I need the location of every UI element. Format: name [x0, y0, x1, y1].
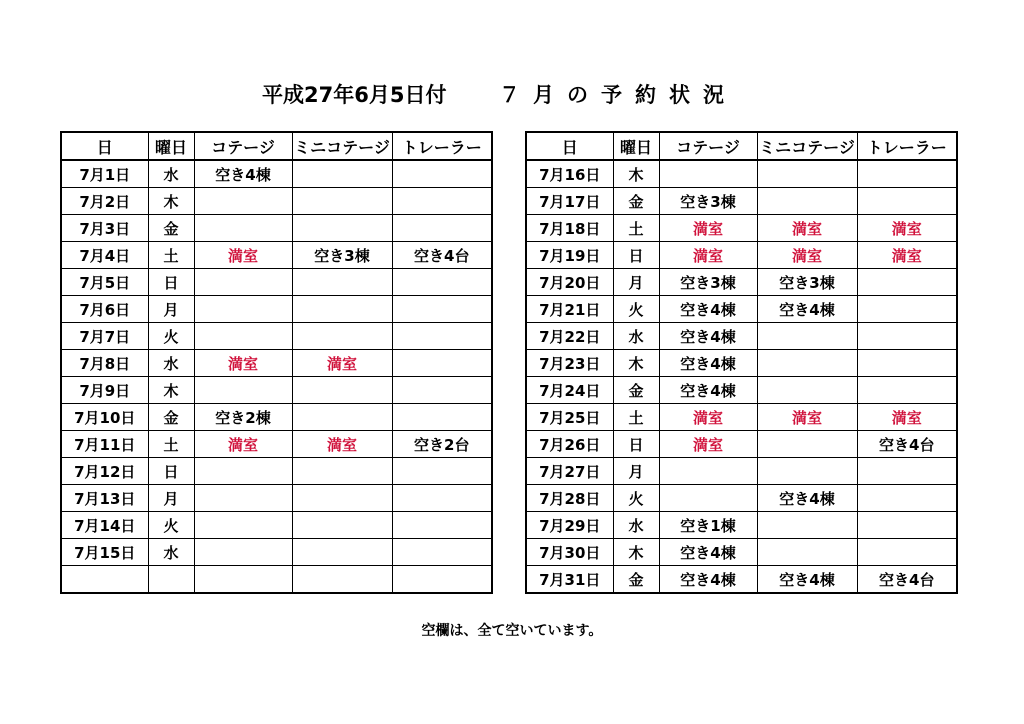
trailer-cell: [857, 458, 957, 485]
mini-cottage-cell: [292, 160, 392, 188]
mini-cottage-cell: 空き4棟: [757, 566, 857, 594]
cottage-cell: [194, 188, 292, 215]
weekday-cell: 金: [148, 215, 194, 242]
mini-cottage-cell: [757, 512, 857, 539]
trailer-cell: 空き4台: [857, 431, 957, 458]
table-row: [526, 242, 957, 269]
table-row: [61, 458, 492, 485]
cottage-cell: 満室: [194, 431, 292, 458]
table-row: [61, 215, 492, 242]
cottage-cell: [194, 512, 292, 539]
mini-cottage-cell: 満室: [757, 215, 857, 242]
trailer-cell: 空き4台: [857, 566, 957, 594]
trailer-cell: [857, 350, 957, 377]
header-trailer: トレーラー: [857, 132, 957, 160]
mini-cottage-cell: 満室: [292, 350, 392, 377]
table-row: [526, 377, 957, 404]
weekday-cell: 日: [613, 242, 659, 269]
reservation-table-right: [525, 131, 958, 594]
trailer-cell: [392, 323, 492, 350]
weekday-cell: 日: [148, 269, 194, 296]
day-cell: 7月22日: [526, 323, 613, 350]
mini-cottage-cell: 満室: [292, 431, 392, 458]
mini-cottage-cell: 空き4棟: [757, 485, 857, 512]
trailer-cell: [392, 539, 492, 566]
cottage-cell: [194, 269, 292, 296]
table-row: [526, 350, 957, 377]
day-cell: 7月30日: [526, 539, 613, 566]
day-cell: 7月16日: [526, 160, 613, 188]
table-row: [526, 323, 957, 350]
cottage-cell: [194, 323, 292, 350]
mini-cottage-cell: 空き3棟: [757, 269, 857, 296]
weekday-cell: 日: [148, 458, 194, 485]
day-cell: 7月31日: [526, 566, 613, 594]
mini-cottage-cell: 満室: [757, 404, 857, 431]
weekday-cell: 月: [148, 485, 194, 512]
cottage-cell: 空き3棟: [659, 188, 757, 215]
cottage-cell: 満室: [194, 350, 292, 377]
weekday-cell: [148, 566, 194, 594]
table-row: [526, 404, 957, 431]
header-weekday: 曜日: [613, 132, 659, 160]
weekday-cell: 金: [613, 188, 659, 215]
table-row: [526, 539, 957, 566]
weekday-cell: 金: [613, 377, 659, 404]
weekday-cell: 月: [613, 458, 659, 485]
table-header-row: [526, 132, 957, 160]
day-cell: 7月28日: [526, 485, 613, 512]
table-row: [526, 269, 957, 296]
weekday-cell: 木: [613, 160, 659, 188]
weekday-cell: 日: [613, 431, 659, 458]
day-cell: 7月20日: [526, 269, 613, 296]
cottage-cell: 空き4棟: [659, 377, 757, 404]
table-row: [526, 296, 957, 323]
mini-cottage-cell: [292, 512, 392, 539]
mini-cottage-cell: [757, 323, 857, 350]
mini-cottage-cell: [757, 377, 857, 404]
trailer-cell: [392, 377, 492, 404]
trailer-cell: [857, 296, 957, 323]
cottage-cell: [194, 458, 292, 485]
trailer-cell: [392, 458, 492, 485]
day-cell: 7月29日: [526, 512, 613, 539]
cottage-cell: 満室: [194, 242, 292, 269]
cottage-cell: 空き3棟: [659, 269, 757, 296]
weekday-cell: 月: [613, 269, 659, 296]
table-row: [526, 485, 957, 512]
footnote: 空欄は、全て空いています。: [421, 623, 603, 639]
weekday-cell: 水: [613, 512, 659, 539]
table-row: [526, 512, 957, 539]
weekday-cell: 月: [148, 296, 194, 323]
weekday-cell: 金: [613, 566, 659, 594]
cottage-cell: [659, 160, 757, 188]
day-cell: 7月19日: [526, 242, 613, 269]
title-heading: ７月の予約状況: [499, 83, 737, 107]
cottage-cell: 空き4棟: [194, 160, 292, 188]
mini-cottage-cell: [292, 404, 392, 431]
weekday-cell: 水: [148, 160, 194, 188]
mini-cottage-cell: [292, 296, 392, 323]
table-row: [61, 242, 492, 269]
table-row: [61, 539, 492, 566]
cottage-cell: [194, 215, 292, 242]
mini-cottage-cell: [292, 539, 392, 566]
day-cell: 7月14日: [61, 512, 148, 539]
day-cell: 7月4日: [61, 242, 148, 269]
trailer-cell: [392, 269, 492, 296]
trailer-cell: [392, 350, 492, 377]
trailer-cell: [857, 188, 957, 215]
cottage-cell: [659, 485, 757, 512]
page-title: [0, 79, 1024, 109]
day-cell: 7月23日: [526, 350, 613, 377]
day-cell: 7月24日: [526, 377, 613, 404]
mini-cottage-cell: [292, 215, 392, 242]
reservation-table-left: [60, 131, 493, 594]
weekday-cell: 木: [613, 350, 659, 377]
header-mini-cottage: ミニコテージ: [757, 132, 857, 160]
day-cell: 7月6日: [61, 296, 148, 323]
day-cell: 7月13日: [61, 485, 148, 512]
table-row: [61, 323, 492, 350]
cottage-cell: [194, 296, 292, 323]
mini-cottage-cell: [292, 458, 392, 485]
day-cell: 7月25日: [526, 404, 613, 431]
weekday-cell: 土: [613, 215, 659, 242]
cottage-cell: 空き2棟: [194, 404, 292, 431]
trailer-cell: [392, 485, 492, 512]
day-cell: 7月18日: [526, 215, 613, 242]
trailer-cell: [857, 377, 957, 404]
table-row: [61, 431, 492, 458]
mini-cottage-cell: [757, 539, 857, 566]
day-cell: 7月9日: [61, 377, 148, 404]
cottage-cell: 満室: [659, 215, 757, 242]
cottage-cell: 満室: [659, 431, 757, 458]
mini-cottage-cell: [757, 350, 857, 377]
cottage-cell: 空き4棟: [659, 296, 757, 323]
table-row: [526, 566, 957, 594]
table-header-row: [61, 132, 492, 160]
table-row: [61, 512, 492, 539]
mini-cottage-cell: [757, 431, 857, 458]
trailer-cell: [857, 485, 957, 512]
table-row: [61, 160, 492, 188]
weekday-cell: 木: [148, 377, 194, 404]
cottage-cell: [194, 485, 292, 512]
table-row: [526, 160, 957, 188]
mini-cottage-cell: [292, 485, 392, 512]
weekday-cell: 土: [148, 431, 194, 458]
cottage-cell: 空き4棟: [659, 566, 757, 594]
weekday-cell: 木: [148, 188, 194, 215]
day-cell: 7月2日: [61, 188, 148, 215]
cottage-cell: [194, 539, 292, 566]
day-cell: 7月3日: [61, 215, 148, 242]
day-cell: [61, 566, 148, 594]
trailer-cell: [392, 188, 492, 215]
trailer-cell: [857, 512, 957, 539]
weekday-cell: 火: [613, 296, 659, 323]
day-cell: 7月26日: [526, 431, 613, 458]
mini-cottage-cell: [292, 566, 392, 594]
trailer-cell: 満室: [857, 215, 957, 242]
table-row: [61, 350, 492, 377]
cottage-cell: 空き1棟: [659, 512, 757, 539]
trailer-cell: [392, 512, 492, 539]
day-cell: 7月15日: [61, 539, 148, 566]
table-row: [526, 458, 957, 485]
header-day: 日: [61, 132, 148, 160]
mini-cottage-cell: 空き3棟: [292, 242, 392, 269]
header-weekday: 曜日: [148, 132, 194, 160]
weekday-cell: 土: [148, 242, 194, 269]
cottage-cell: 満室: [659, 242, 757, 269]
trailer-cell: [392, 296, 492, 323]
trailer-cell: [857, 160, 957, 188]
trailer-cell: [392, 566, 492, 594]
cottage-cell: 空き4棟: [659, 350, 757, 377]
mini-cottage-cell: 空き4棟: [757, 296, 857, 323]
mini-cottage-cell: [757, 188, 857, 215]
weekday-cell: 木: [613, 539, 659, 566]
table-row: [526, 215, 957, 242]
trailer-cell: [392, 404, 492, 431]
header-trailer: トレーラー: [392, 132, 492, 160]
weekday-cell: 火: [613, 485, 659, 512]
header-cottage: コテージ: [194, 132, 292, 160]
mini-cottage-cell: [292, 377, 392, 404]
table-row: [61, 296, 492, 323]
trailer-cell: 空き4台: [392, 242, 492, 269]
trailer-cell: 満室: [857, 404, 957, 431]
cottage-cell: [194, 377, 292, 404]
day-cell: 7月1日: [61, 160, 148, 188]
mini-cottage-cell: [292, 323, 392, 350]
weekday-cell: 火: [148, 323, 194, 350]
day-cell: 7月7日: [61, 323, 148, 350]
mini-cottage-cell: 満室: [757, 242, 857, 269]
cottage-cell: 満室: [659, 404, 757, 431]
day-cell: 7月27日: [526, 458, 613, 485]
day-cell: 7月17日: [526, 188, 613, 215]
cottage-cell: [194, 566, 292, 594]
trailer-cell: 空き2台: [392, 431, 492, 458]
table-row: [61, 566, 492, 594]
header-cottage: コテージ: [659, 132, 757, 160]
header-mini-cottage: ミニコテージ: [292, 132, 392, 160]
table-row: [61, 269, 492, 296]
day-cell: 7月11日: [61, 431, 148, 458]
table-row: [61, 377, 492, 404]
header-day: 日: [526, 132, 613, 160]
table-row: [526, 431, 957, 458]
weekday-cell: 水: [148, 539, 194, 566]
trailer-cell: 満室: [857, 242, 957, 269]
day-cell: 7月12日: [61, 458, 148, 485]
cottage-cell: 空き4棟: [659, 323, 757, 350]
table-row: [61, 404, 492, 431]
cottage-cell: 空き4棟: [659, 539, 757, 566]
trailer-cell: [857, 269, 957, 296]
weekday-cell: 火: [148, 512, 194, 539]
day-cell: 7月5日: [61, 269, 148, 296]
day-cell: 7月8日: [61, 350, 148, 377]
mini-cottage-cell: [292, 269, 392, 296]
cottage-cell: [659, 458, 757, 485]
weekday-cell: 土: [613, 404, 659, 431]
trailer-cell: [392, 215, 492, 242]
weekday-cell: 水: [148, 350, 194, 377]
issue-date: 平成27年6月5日付: [262, 83, 447, 107]
table-row: [61, 188, 492, 215]
day-cell: 7月21日: [526, 296, 613, 323]
table-row: [61, 485, 492, 512]
trailer-cell: [857, 539, 957, 566]
mini-cottage-cell: [292, 188, 392, 215]
weekday-cell: 水: [613, 323, 659, 350]
mini-cottage-cell: [757, 160, 857, 188]
trailer-cell: [857, 323, 957, 350]
trailer-cell: [392, 160, 492, 188]
table-row: [526, 188, 957, 215]
weekday-cell: 金: [148, 404, 194, 431]
mini-cottage-cell: [757, 458, 857, 485]
day-cell: 7月10日: [61, 404, 148, 431]
